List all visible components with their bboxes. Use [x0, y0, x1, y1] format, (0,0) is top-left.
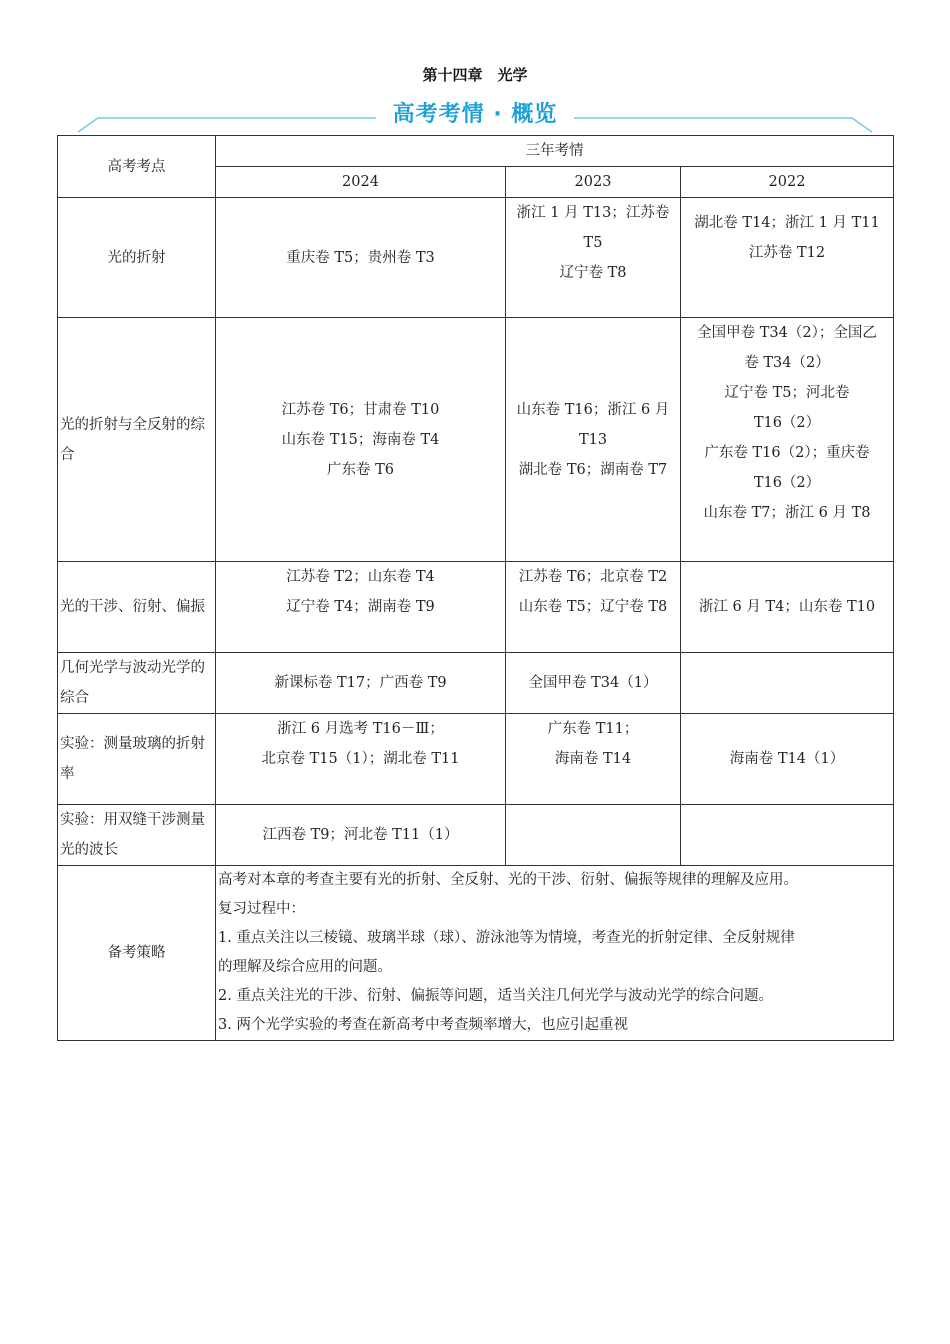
- cell-line: 山东卷 T16；浙江 6 月: [516, 401, 670, 418]
- cell-line: T16（2）: [753, 475, 821, 491]
- cell-2022: [681, 714, 894, 805]
- cell-2023: [506, 805, 681, 866]
- cell-line: 江西卷 T9；河北卷 T11（1）: [262, 827, 459, 843]
- cell-line: 湖北卷 T14；浙江 1 月 T11: [694, 215, 880, 231]
- cell-line: 广东卷 T11；: [547, 721, 639, 737]
- strategy-line: 的理解及综合应用的问题。: [218, 959, 392, 975]
- cell-2022: [681, 198, 894, 318]
- cell-line: T13: [578, 431, 608, 448]
- strategy-label: 备考策略: [58, 866, 216, 1041]
- table-row: [58, 318, 894, 562]
- cell-2024: [216, 653, 506, 714]
- cell-2024: [216, 714, 506, 805]
- cell-line: 湖北卷 T6；湖南卷 T7: [518, 461, 668, 478]
- strategy-line: 高考对本章的考查主要有光的折射、全反射、光的干涉、衍射、偏振等规律的理解及应用。: [218, 872, 798, 888]
- table-row: [58, 562, 894, 653]
- cell-line: 广东卷 T6: [326, 461, 394, 478]
- table-row: [58, 714, 894, 805]
- cell-line: 辽宁卷 T8: [559, 265, 627, 281]
- year-header-2022: 2022: [681, 167, 894, 198]
- years-header: 三年考情: [216, 136, 894, 167]
- cell-line: 浙江 6 月 T4；山东卷 T10: [698, 599, 876, 615]
- cell-2023: [506, 653, 681, 714]
- cell-line: 海南卷 T14: [554, 751, 632, 767]
- cell-2023: [506, 198, 681, 318]
- cell-line: 北京卷 T15（1）；湖北卷 T11: [261, 751, 460, 767]
- strategy-line: 复习过程中：: [218, 901, 305, 917]
- cell-line: 全国甲卷 T34（1）: [528, 675, 658, 691]
- topic-cell: 光的干涉、衍射、偏振: [58, 562, 216, 653]
- cell-line: 海南卷 T14（1）: [729, 751, 845, 767]
- cell-line: 全国甲卷 T34（2）；全国乙: [697, 325, 877, 341]
- cell-2023: [506, 318, 681, 562]
- cell-line: T16（2）: [753, 415, 821, 431]
- cell-line: 江苏卷 T6；北京卷 T2: [518, 569, 668, 585]
- table-row: [58, 198, 894, 318]
- banner-title: 高考考情 · 概览: [392, 102, 558, 127]
- cell-line: 卷 T34（2）: [744, 355, 830, 371]
- cell-2024: [216, 198, 506, 318]
- topic-cell: 光的折射: [58, 198, 216, 318]
- cell-2022: [681, 653, 894, 714]
- year-header-2023: 2023: [506, 167, 681, 198]
- cell-line: 江苏卷 T6；甘肃卷 T10: [281, 401, 440, 418]
- topic-cell: 光的折射与全反射的综合: [58, 318, 216, 562]
- table-row: [58, 805, 894, 866]
- cell-line: 辽宁卷 T5；河北卷: [724, 385, 850, 401]
- strategy-text: [216, 866, 894, 1041]
- year-header-2024: 2024: [216, 167, 506, 198]
- strategy-line: 1. 重点关注以三棱镜、玻璃半球（球）、游泳池等为情境，考查光的折射定律、全反射规律: [218, 930, 795, 946]
- topic-cell: 实验：测量玻璃的折射率: [58, 714, 216, 805]
- chapter-title: 第十四章 光学: [422, 66, 528, 84]
- cell-line: 山东卷 T15；海南卷 T4: [281, 431, 440, 448]
- cell-line: 新课标卷 T17；广西卷 T9: [274, 675, 447, 691]
- cell-2023: [506, 714, 681, 805]
- topic-cell: 几何光学与波动光学的综合: [58, 653, 216, 714]
- cell-2022: [681, 318, 894, 562]
- cell-line: 江苏卷 T12: [748, 245, 826, 261]
- cell-line: 浙江 6 月选考 T16－Ⅲ；: [277, 721, 444, 737]
- cell-2022: [681, 805, 894, 866]
- cell-line: 重庆卷 T5；贵州卷 T3: [286, 249, 435, 266]
- cell-2024: [216, 562, 506, 653]
- section-banner: [76, 100, 874, 134]
- exam-overview-table: [57, 135, 894, 1041]
- cell-2023: [506, 562, 681, 653]
- cell-2024: [216, 318, 506, 562]
- table-row: [58, 653, 894, 714]
- cell-line: 江苏卷 T2；山东卷 T4: [286, 569, 435, 585]
- cell-2024: [216, 805, 506, 866]
- cell-line: 山东卷 T7；浙江 6 月 T8: [703, 505, 871, 521]
- strategy-row: [58, 866, 894, 1041]
- cell-line: 广东卷 T16（2）；重庆卷: [704, 445, 870, 461]
- cell-line: T5: [583, 235, 603, 251]
- topic-header: 高考考点: [58, 136, 216, 198]
- strategy-line: 2. 重点关注光的干涉、衍射、偏振等问题，适当关注几何光学与波动光学的综合问题。: [218, 988, 773, 1004]
- cell-2022: [681, 562, 894, 653]
- topic-cell: 实验：用双缝干涉测量光的波长: [58, 805, 216, 866]
- cell-line: 辽宁卷 T4；湖南卷 T9: [286, 599, 435, 615]
- cell-line: 浙江 1 月 T13；江苏卷: [516, 205, 670, 221]
- strategy-line: 3. 两个光学实验的考查在新高考中考查频率增大，也应引起重视: [218, 1017, 628, 1033]
- cell-line: 山东卷 T5；辽宁卷 T8: [518, 599, 668, 615]
